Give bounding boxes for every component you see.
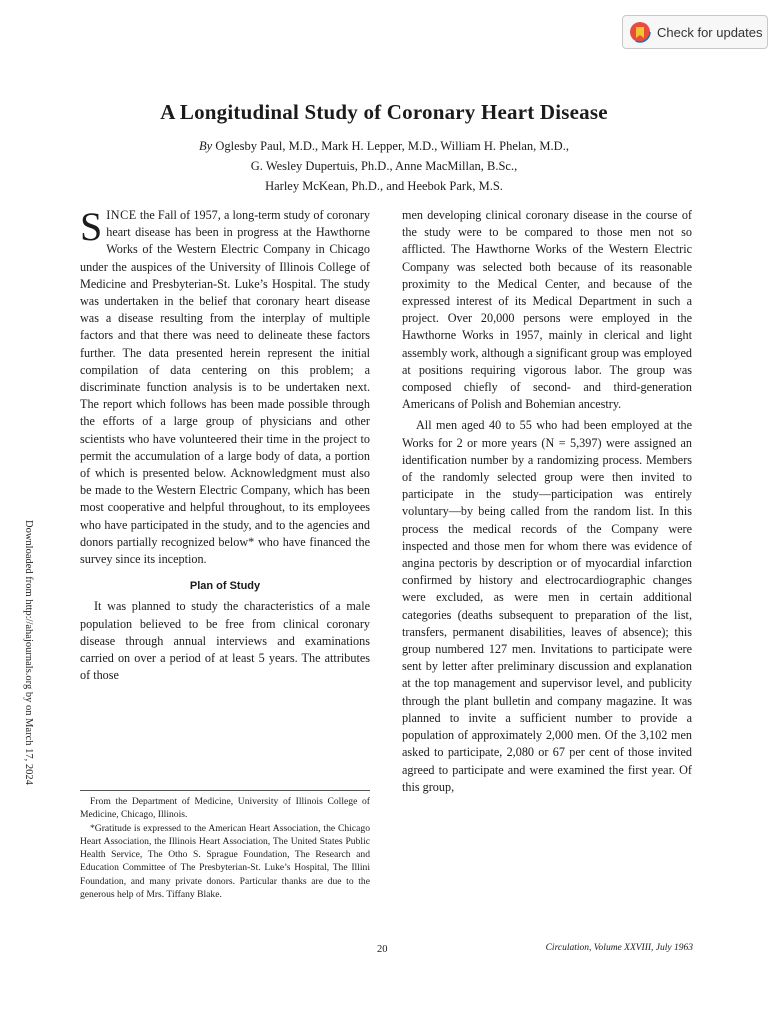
download-watermark: Downloaded from http://ahajournals.org by on March 17, 2024 [23, 520, 34, 785]
byline-authors-1: Oglesby Paul, M.D., Mark H. Lepper, M.D., William H. Phelan, M.D., [215, 139, 569, 153]
intro-paragraph [80, 204, 370, 568]
page-number: 20 [377, 944, 388, 955]
selection-paragraph: All men aged 40 to 55 who had been employed at the Works for 2 or more years (N = 5,397) were assigned an identification number by a randomizing process. Members of the randomly selected group were then invited to participate in the study—participation was entirely voluntary—by being called from the random list. In this process the medical records of the Company were inspected and those men for whom there was evidence of angina pectoris by description or of myocardial infarction confirmed by history and electrocardiographic changes were excluded, as were men in certain additional categories (deaths subsequent to preparation of the list, transfers, permanent disabilities, leaves of absence); this group numbered 127 men. Invitations to participate were sent by letter after preliminary discussion and explanation at the top management and supervisor level, and publicity through the plant bulletin and company magazine. It was planned to invite a sufficient number to provide a population of approximately 2,000 men. Of the 3,102 men asked to participate, 2,080 or 67 per cent of those invited agreed to participate and were examined the first year. Of this group, [402, 418, 692, 794]
footnote-divider [80, 790, 370, 791]
drop-cap: S [80, 204, 103, 249]
continued-paragraph: men developing clinical coronary disease in the course of the study were to be compared to those men not so afflicted. The Hawthorne Works of the Western Electric Company was selected both because of its reasonable proximity to the Medical Center, and because of the expressed interest of its Medical Department in such a project. Over 20,000 persons were employed in the Hawthorne Works in 1957, mainly in clerical and light assembly work, although a significant group was employed at positions requiring vigorous labor. The group was composed chiefly of second- and third-generation Americans of Polish and Bohemian ancestry. [402, 208, 692, 412]
check-for-updates-button[interactable] [622, 15, 768, 49]
article-title: A Longitudinal Study of Coronary Heart Disease [160, 100, 608, 124]
check-updates-icon [629, 21, 651, 43]
author-byline [0, 136, 768, 196]
intro-text: the Fall of 1957, a long-term study of coronary heart disease has been in progress at the Hawthorne Works of the Western Electric Company in Chicago under the auspices of the University of Illinois College of Medicine and Presbyterian-St. Luke’s Hospital. The study was undertaken in the belief that coronary heart disease was a disease resulting from the interplay of multiple factors and that there was need to delineate these factors further. The data presented herein represent the initial compilation of data centering on this problem; a discriminate function analysis is to be undertaken next. The report which follows has been made possible through the efforts of a large group of physicians and other scientists who have volunteered their time in the project to permit the accumulation of a large body of data, a portion of which is presented below. Acknowledgment must also be made to the Western Electric Company, which has been most cooperative and helpful throughout, to its employees who have participated in the study, and to the agencies and donors partially recognized below* who have financed the survey since its inception. [80, 208, 370, 567]
left-column [80, 204, 370, 684]
lead-in: INCE [106, 208, 137, 222]
check-for-updates-label: Check for updates [657, 24, 763, 40]
byline-authors-3: Harley McKean, Ph.D., and Heebok Park, M.S. [265, 179, 503, 193]
section-heading: Plan of Study [189, 580, 261, 593]
journal-citation: Circulation, Volume XXVIII, July 1963 [545, 943, 693, 953]
footnote-affiliation: From the Department of Medicine, University of Illinois College of Medicine, Chicago, Illinois. [80, 796, 370, 821]
footnote-gratitude: *Gratitude is expressed to the American Heart Association, the Chicago Heart Association, the Illinois Heart Association, The United States Public Health Service, The Otho S. Sprague Foundation, The Research and Education Committee of The Presbyterian-St. Luke’s Hospital, The Illini Foundation, and many private donors. Particular thanks are due to the generous help of Mrs. Tiffany Blake. [80, 822, 370, 901]
byline-line-1 [0, 136, 768, 156]
byline-by: By [199, 139, 213, 153]
plan-paragraph: It was planned to study the characteristics of a male population believed to be free from clinical coronary disease through annual interviews and examinations carried on over a period of at least 5 years. The attributes of those [80, 599, 370, 683]
footnotes [80, 795, 370, 901]
right-column [402, 207, 692, 796]
byline-authors-2: G. Wesley Dupertuis, Ph.D., Anne MacMillan, B.Sc., [250, 159, 518, 173]
